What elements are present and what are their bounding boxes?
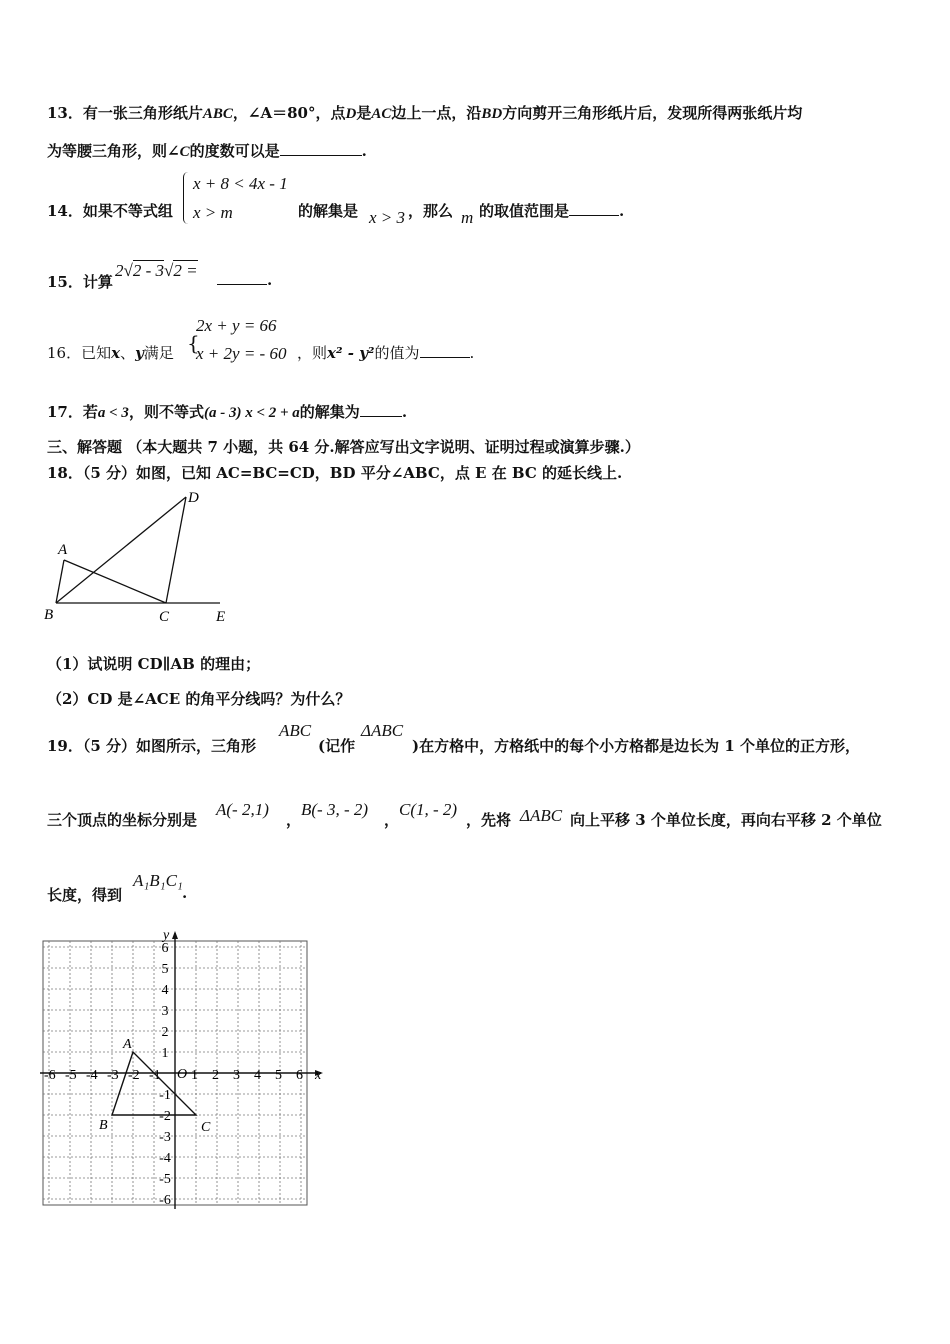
q19-result: A₁B₁C₁: [133, 871, 183, 890]
q19-delta-abc: ΔABC: [361, 721, 404, 740]
x-tick-label: 2: [212, 1068, 219, 1083]
x-tick-label: -1: [149, 1068, 161, 1083]
x-tick-label: 1: [191, 1068, 198, 1083]
q14-ineq2: x > m: [193, 203, 233, 222]
point-label-c: C: [201, 1120, 211, 1135]
q19-line3-prefix: 长度，得到: [47, 886, 123, 904]
q19-comma-1: ，: [286, 811, 302, 829]
q15-answer: .: [217, 271, 272, 289]
q15-expression: 2√2 - 3√2 =: [115, 261, 198, 280]
line-cd: [166, 497, 186, 603]
y-tick-label: -6: [159, 1193, 171, 1208]
q14-ineq1: x + 8 < 4x - 1: [193, 174, 288, 193]
q19-line2-prefix: 三个顶点的坐标分别是: [47, 811, 198, 829]
label-a: A: [58, 542, 68, 558]
label-d: D: [188, 490, 199, 506]
section-title: 三、解答题 （本大题共 7 小题，共 64 分.解答应写出文字说明、证明过程或演算步骤.）: [47, 438, 640, 456]
answer-blank: [360, 404, 402, 417]
y-tick-label: -2: [159, 1109, 171, 1124]
q19-coord-b: B(- 3, - 2): [301, 800, 369, 819]
y-tick-label: -3: [159, 1130, 171, 1145]
y-tick-label: 6: [161, 941, 169, 956]
x-tick-label: 4: [254, 1068, 261, 1083]
q19-line2-move: 向上平移 3 个单位长度，再向右平移 2 个单位: [570, 811, 882, 829]
q19-coord-c: C(1, - 2): [399, 800, 458, 819]
label-c: C: [159, 609, 170, 625]
y-tick-label: 3: [161, 1004, 169, 1019]
q14-suffix: 的取值范围是 .: [479, 202, 625, 220]
line-ac: [64, 560, 166, 603]
x-tick-label: -2: [128, 1068, 140, 1083]
x-tick-label: 6: [296, 1068, 303, 1083]
q19-delta-abc-2: ΔABC: [520, 806, 563, 825]
x-axis-label: x: [315, 1068, 322, 1083]
y-tick-label: -1: [159, 1088, 171, 1103]
x-tick-label: -6: [44, 1068, 56, 1083]
line-ab: [56, 560, 64, 603]
answer-blank: [420, 345, 470, 358]
q15-prefix: 15．计算: [47, 273, 113, 291]
q13-line2: 为等腰三角形，则∠C的度数可以是 .: [47, 142, 367, 160]
point-label-a: A: [123, 1037, 132, 1052]
q14-middle: 的解集是: [298, 202, 359, 220]
label-e: E: [216, 609, 226, 625]
q14-m: m: [461, 208, 474, 227]
q19-coord-a: A(- 2,1): [216, 800, 269, 819]
q17-line: 17．若a < 3，则不等式(a - 3) x < 2 + a的解集为 .: [47, 403, 408, 421]
y-tick-label: -5: [159, 1172, 171, 1187]
q16-prefix: 16．已知x、y满足: [47, 344, 174, 362]
q19-line1-prefix: 19．（5 分）如图所示，三角形: [47, 737, 257, 755]
origin-label: O: [177, 1067, 188, 1082]
q19-line1-suffix: )在方格中，方格纸中的每个小方格都是边长为 1 个单位的正方形，: [412, 737, 860, 755]
q16-eq2: x + 2y = - 60: [196, 344, 287, 363]
label-b: B: [44, 607, 54, 623]
x-tick-label: -3: [107, 1068, 119, 1083]
x-tick-label: 3: [233, 1068, 240, 1083]
q14-then: ，那么: [408, 202, 454, 220]
q19-abc: ABC: [279, 721, 312, 740]
q14-brace: [183, 172, 188, 224]
y-axis-arrow: [172, 931, 178, 939]
q16-suffix: ，则x² - y²的值为 .: [297, 344, 475, 362]
y-tick-label: 5: [161, 962, 169, 977]
y-tick-label: 4: [161, 983, 169, 998]
q16-eq1: 2x + y = 66: [196, 316, 277, 335]
q19-line3-end: .: [182, 884, 188, 902]
q14-solution: x > 3: [369, 208, 406, 227]
answer-blank: [217, 272, 267, 285]
q19-coordinate-grid: [40, 920, 340, 1215]
q19-line2-suffix: ，先将: [466, 811, 512, 829]
q19-note-prefix: (记作: [318, 737, 356, 755]
q14-prefix: 14．如果不等式组: [47, 202, 173, 220]
y-tick-label: 2: [161, 1025, 169, 1040]
q18-figure: [40, 485, 240, 630]
y-tick-label: 1: [161, 1046, 169, 1061]
answer-blank: [280, 143, 362, 156]
y-tick-label: -4: [159, 1151, 171, 1166]
x-tick-label: 5: [275, 1068, 282, 1083]
point-label-b: B: [99, 1118, 108, 1133]
q19-comma-2: ，: [384, 811, 400, 829]
q18-part2: （2）CD 是∠ACE 的角平分线吗？为什么？: [47, 690, 351, 708]
line-bd: [56, 497, 186, 603]
x-tick-label: -5: [65, 1068, 77, 1083]
q13-line1: 13．有一张三角形纸片ABC，∠A＝80°，点D是AC边上一点，沿BD方向剪开三角形纸片后，发现所得两张纸片均: [47, 104, 803, 122]
y-axis-label: y: [163, 928, 170, 943]
q18-stem: 18．（5 分）如图，已知 AC=BC=CD，BD 平分∠ABC，点 E 在 BC 的延长线上.: [47, 464, 623, 482]
q16-brace: {: [187, 331, 200, 355]
answer-blank: [569, 203, 619, 216]
q18-part1: （1）试说明 CD∥AB 的理由；: [47, 655, 261, 673]
x-tick-label: -4: [86, 1068, 98, 1083]
